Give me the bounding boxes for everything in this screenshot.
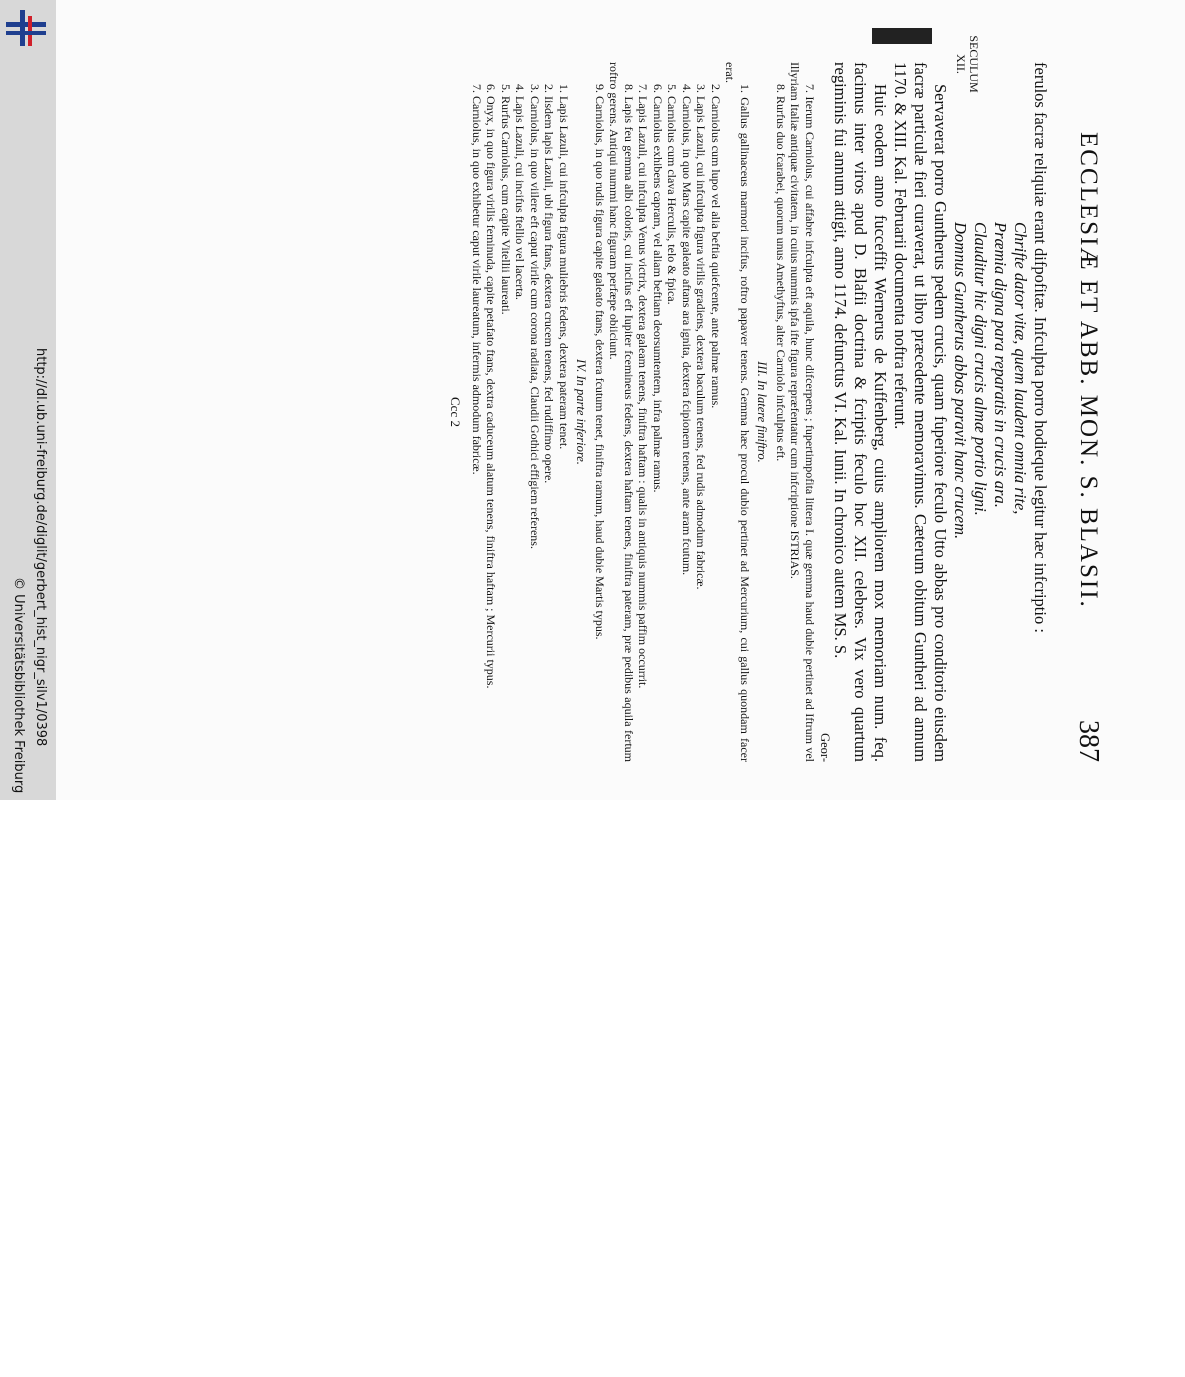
section-heading-3: III. In latere finiftro.	[755, 361, 770, 463]
running-header	[1062, 62, 1102, 762]
margin-note-line-1: SECULUM	[967, 35, 981, 93]
list-item: 7. Iterum Carniolus, cui affabre infculpta eft aquila, hunc difcerpens ; fupertimpofita littera I. quæ gemma haud dubie pertinet ad Iftrum vel Illyriam Italiæ antiquæ civitatem, in cuius nummis ipfa ifte figura repræfentatur cum infcriptione ISTRIAS.	[788, 62, 817, 762]
paragraph-1: Servaverat porro Guntherus pedem crucis, quam fuperiore feculo Utto abbas pro conditorio eiusdem facræ particulæ fieri curaverat, ut libro præcedente memoravimus. Cæterum obitum Guntheri ad annum 1170. & XIII. Kal. Februarii documenta noftra referunt.	[891, 62, 950, 762]
list-item: 1. Gallus gallinaceus marmori incifus, roftro papaver tenens. Gemma hæc procul dubio pertinet ad Mercurium, cui gallus quondam facer erat.	[723, 62, 752, 762]
viewer-sidebar	[0, 0, 56, 800]
list-item: 1. Lapis Lazuli, cui infculpta figura muliebris fedens, dextera pateram tenet.	[557, 84, 571, 450]
verse-line: Chrifte dator vitæ, quem laudent omnia rite,	[1011, 222, 1030, 515]
page-number: 387	[1073, 720, 1104, 762]
list-item: 7. Carniolus, in quo exhibetur caput virile laureatum, infermis admodum fabricæ.	[470, 84, 484, 475]
list-item: 8. Rurfus duo fcarabei, quorum unus Amethyftus, alter Carniolo infculptus eft.	[774, 84, 788, 462]
margin-rule	[872, 28, 932, 44]
list-item: 2. Carniolus cum lupo vel alia beftia quiefcente, ante palmæ ramus.	[709, 84, 723, 409]
verse-line: Præmia digna para reparatis in crucis ara.	[991, 222, 1010, 508]
list-item: 6. Onyx, in quo figura virilis feminuda, capite petafato ftans, dextra caduceum alatum tenens, finiftra haftam ; Mercurii typus.	[484, 84, 499, 689]
footnote-block	[470, 62, 818, 762]
list-item: 2. Iisdem lapis Lazuli, ubi figura ftans, dextera crucem tenens, fed rudiffimo opere.	[542, 84, 557, 484]
list-item: 3. Lapis Lazuli, cui infculpta figura virilis gradiens, dextera baculum tenens, fed rudis admodum fabricæ.	[694, 84, 709, 590]
intro-text: ferulos facræ reliquiæ erant difpofitæ. Infculpta porro hodieque legitur hæc infcriptio :	[1031, 62, 1050, 633]
source-url[interactable]: http://dl.ub.uni-freiburg.de/diglit/gerbert_hist_nigr_silv1/0398	[33, 348, 48, 747]
inscription-verses	[950, 62, 1030, 762]
signature-mark: Ccc 2	[448, 397, 464, 427]
verse-line: Clauditur hic digni crucis almæ portio ligni.	[971, 222, 990, 516]
paragraph-2: Huic eodem anno fucceffit Wernerus de Kuffenberg, cuius ampliorem mox memoriam num. feq. facimus inter viros apud D. Blafii doctrina & fcriptis feculo hoc XII. celebres. Vix vero quartum regiminis fui annum attigit, anno 1174. defunctus VI. Kal. Iunii. In chronico autem MS. S.	[831, 62, 890, 762]
list-item: 7. Lapis Lazuli, cui infculpta Venus victrix, dextera galeam tenens, finiftra haftam : qualis in antiquis nummis paffim occurrit.	[636, 84, 651, 689]
margin-note	[954, 24, 980, 104]
list-item: 5. Rurfus Carniolus, cum capite Vitellii laureati.	[499, 84, 513, 315]
running-head-title: ECCLESIÆ ET ABB. MON. S. BLASII.	[1075, 132, 1102, 609]
margin-note-line-2: XII.	[954, 54, 968, 74]
list-item: 6. Carniolus exhibens capram, vel aliam beftiam deorsumtentem, infra palmæ ramus.	[651, 84, 665, 493]
list-item: 4. Lapis Lazuli, cui incifus ftellio vel lacerta.	[513, 84, 528, 300]
copyright-notice: © Universitätsbibliothek Freiburg	[11, 577, 26, 794]
list-item: 5. Carniolus cum clava Herculis, telo & fpica.	[665, 84, 680, 305]
page-content	[448, 35, 1104, 762]
scan-viewport	[56, 0, 1185, 800]
list-item: 4. Carniolus, in quo Mars capite galeato aftans ara ignita, dextera fcipionem tenens, ante aram fcutum.	[680, 84, 694, 576]
list-item: 3. Carniolus, in quo viilere eft caput virile cum corona radiata, Claudii Gothici effigiem referens.	[528, 84, 542, 549]
list-item: 9. Carniolus, in quo rudis figura capite galeato ftans, dextera fcutum tenet, finiftra ramum, haud dubie Martis typus.	[593, 84, 607, 640]
verse-line: Domnus Guntherus abbas paravit hanc crucem.	[951, 222, 970, 540]
catchword: Geor-	[818, 733, 832, 762]
scanned-page	[120, 30, 1120, 770]
section-heading-4: IV. In parte inferiore.	[574, 359, 589, 465]
list-item: 8. Lapis feu gemma albi coloris, cui incifus eft Iupiter fcemineus fedens, dextera haftam tenens, finiftra pateram, præ pedibus aquila fertum roftro gerens. Antiqui nummi hanc figuram perfæpe obiiciunt.	[607, 62, 636, 762]
sidebar-rotated-text	[0, 0, 56, 800]
